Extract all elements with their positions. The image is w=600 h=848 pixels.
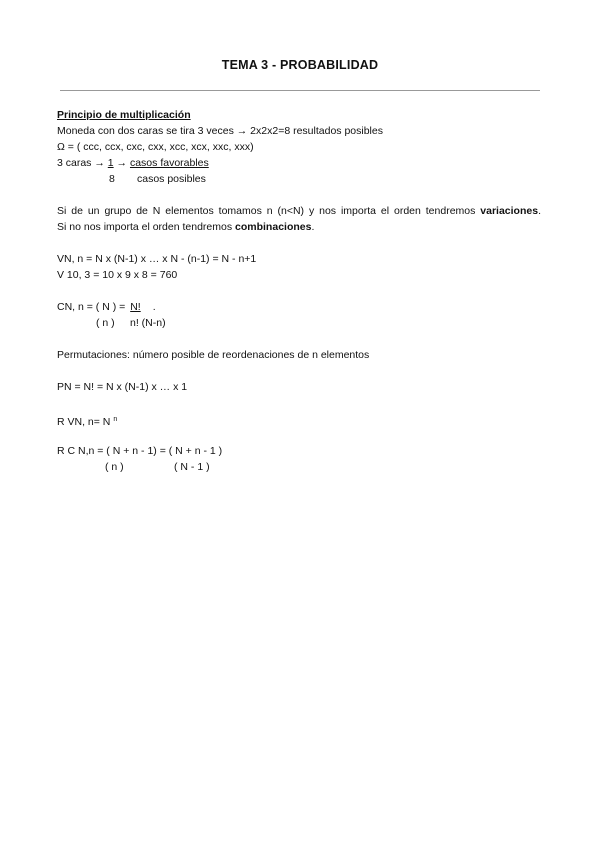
- repetition-variations: [57, 413, 117, 429]
- favorable-cases: casos favorables: [129, 157, 209, 169]
- repetition-binomial-left: ( n ): [105, 461, 124, 473]
- fraction-denominator: 8: [109, 173, 115, 185]
- repetition-exponent: n: [113, 416, 118, 423]
- variations-example: V 10, 3 = 10 x 9 x 8 = 760: [57, 269, 178, 281]
- variations-formula: VN, n = N x (N-1) x … x N - (n-1) = N - n+1: [57, 253, 257, 265]
- section-heading: Principio de multiplicación: [57, 109, 191, 121]
- combinations-lhs: CN, n = ( N ) =: [57, 301, 129, 313]
- coin-line: Moneda con dos caras se tira 3 veces → 2x2x2=8 resultados posibles: [57, 125, 383, 137]
- combinations-text: Si no nos importa el orden tendremos: [57, 221, 236, 233]
- variations-text: Si de un grupo de N elementos tomamos n (n<N) y nos importa el orden tendremos: [57, 205, 481, 217]
- fraction-line: [57, 157, 209, 170]
- combinations-end: .: [311, 221, 315, 233]
- permutations-definition: Permutaciones: número posible de reordenaciones de n elementos: [57, 349, 370, 361]
- title-divider: [60, 90, 540, 91]
- repetition-variations-text: R VN, n= N: [57, 416, 111, 428]
- variations-line: [57, 205, 541, 218]
- variations-end: .: [538, 205, 541, 217]
- sample-space-line: Ω = ( ccc, ccx, cxc, cxx, xcc, xcx, xxc, xxx): [57, 141, 254, 153]
- permutations-formula: PN = N! = N x (N-1) x … x 1: [57, 381, 188, 393]
- combinations-binomial-n: ( n ): [96, 317, 115, 329]
- repetition-binomial-right: ( N - 1 ): [174, 461, 210, 473]
- variations-term: variaciones: [480, 205, 539, 217]
- combinations-dot: .: [152, 301, 156, 313]
- page-title: TEMA 3 - PROBABILIDAD: [221, 58, 379, 72]
- possible-cases: casos posibles: [137, 173, 206, 185]
- fraction-arrow: →: [113, 157, 130, 169]
- repetition-combinations: R C N,n = ( N + n - 1) = ( N + n - 1 ): [57, 445, 223, 457]
- combinations-term: combinaciones: [235, 221, 312, 233]
- combinations-line: [57, 221, 314, 234]
- combinations-numerator: N!: [130, 301, 141, 313]
- combinations-denominator: n! (N-n): [130, 317, 166, 329]
- fraction-numerator: 1: [107, 157, 114, 169]
- fraction-prefix: 3 caras →: [57, 157, 108, 169]
- combinations-formula: [57, 301, 156, 314]
